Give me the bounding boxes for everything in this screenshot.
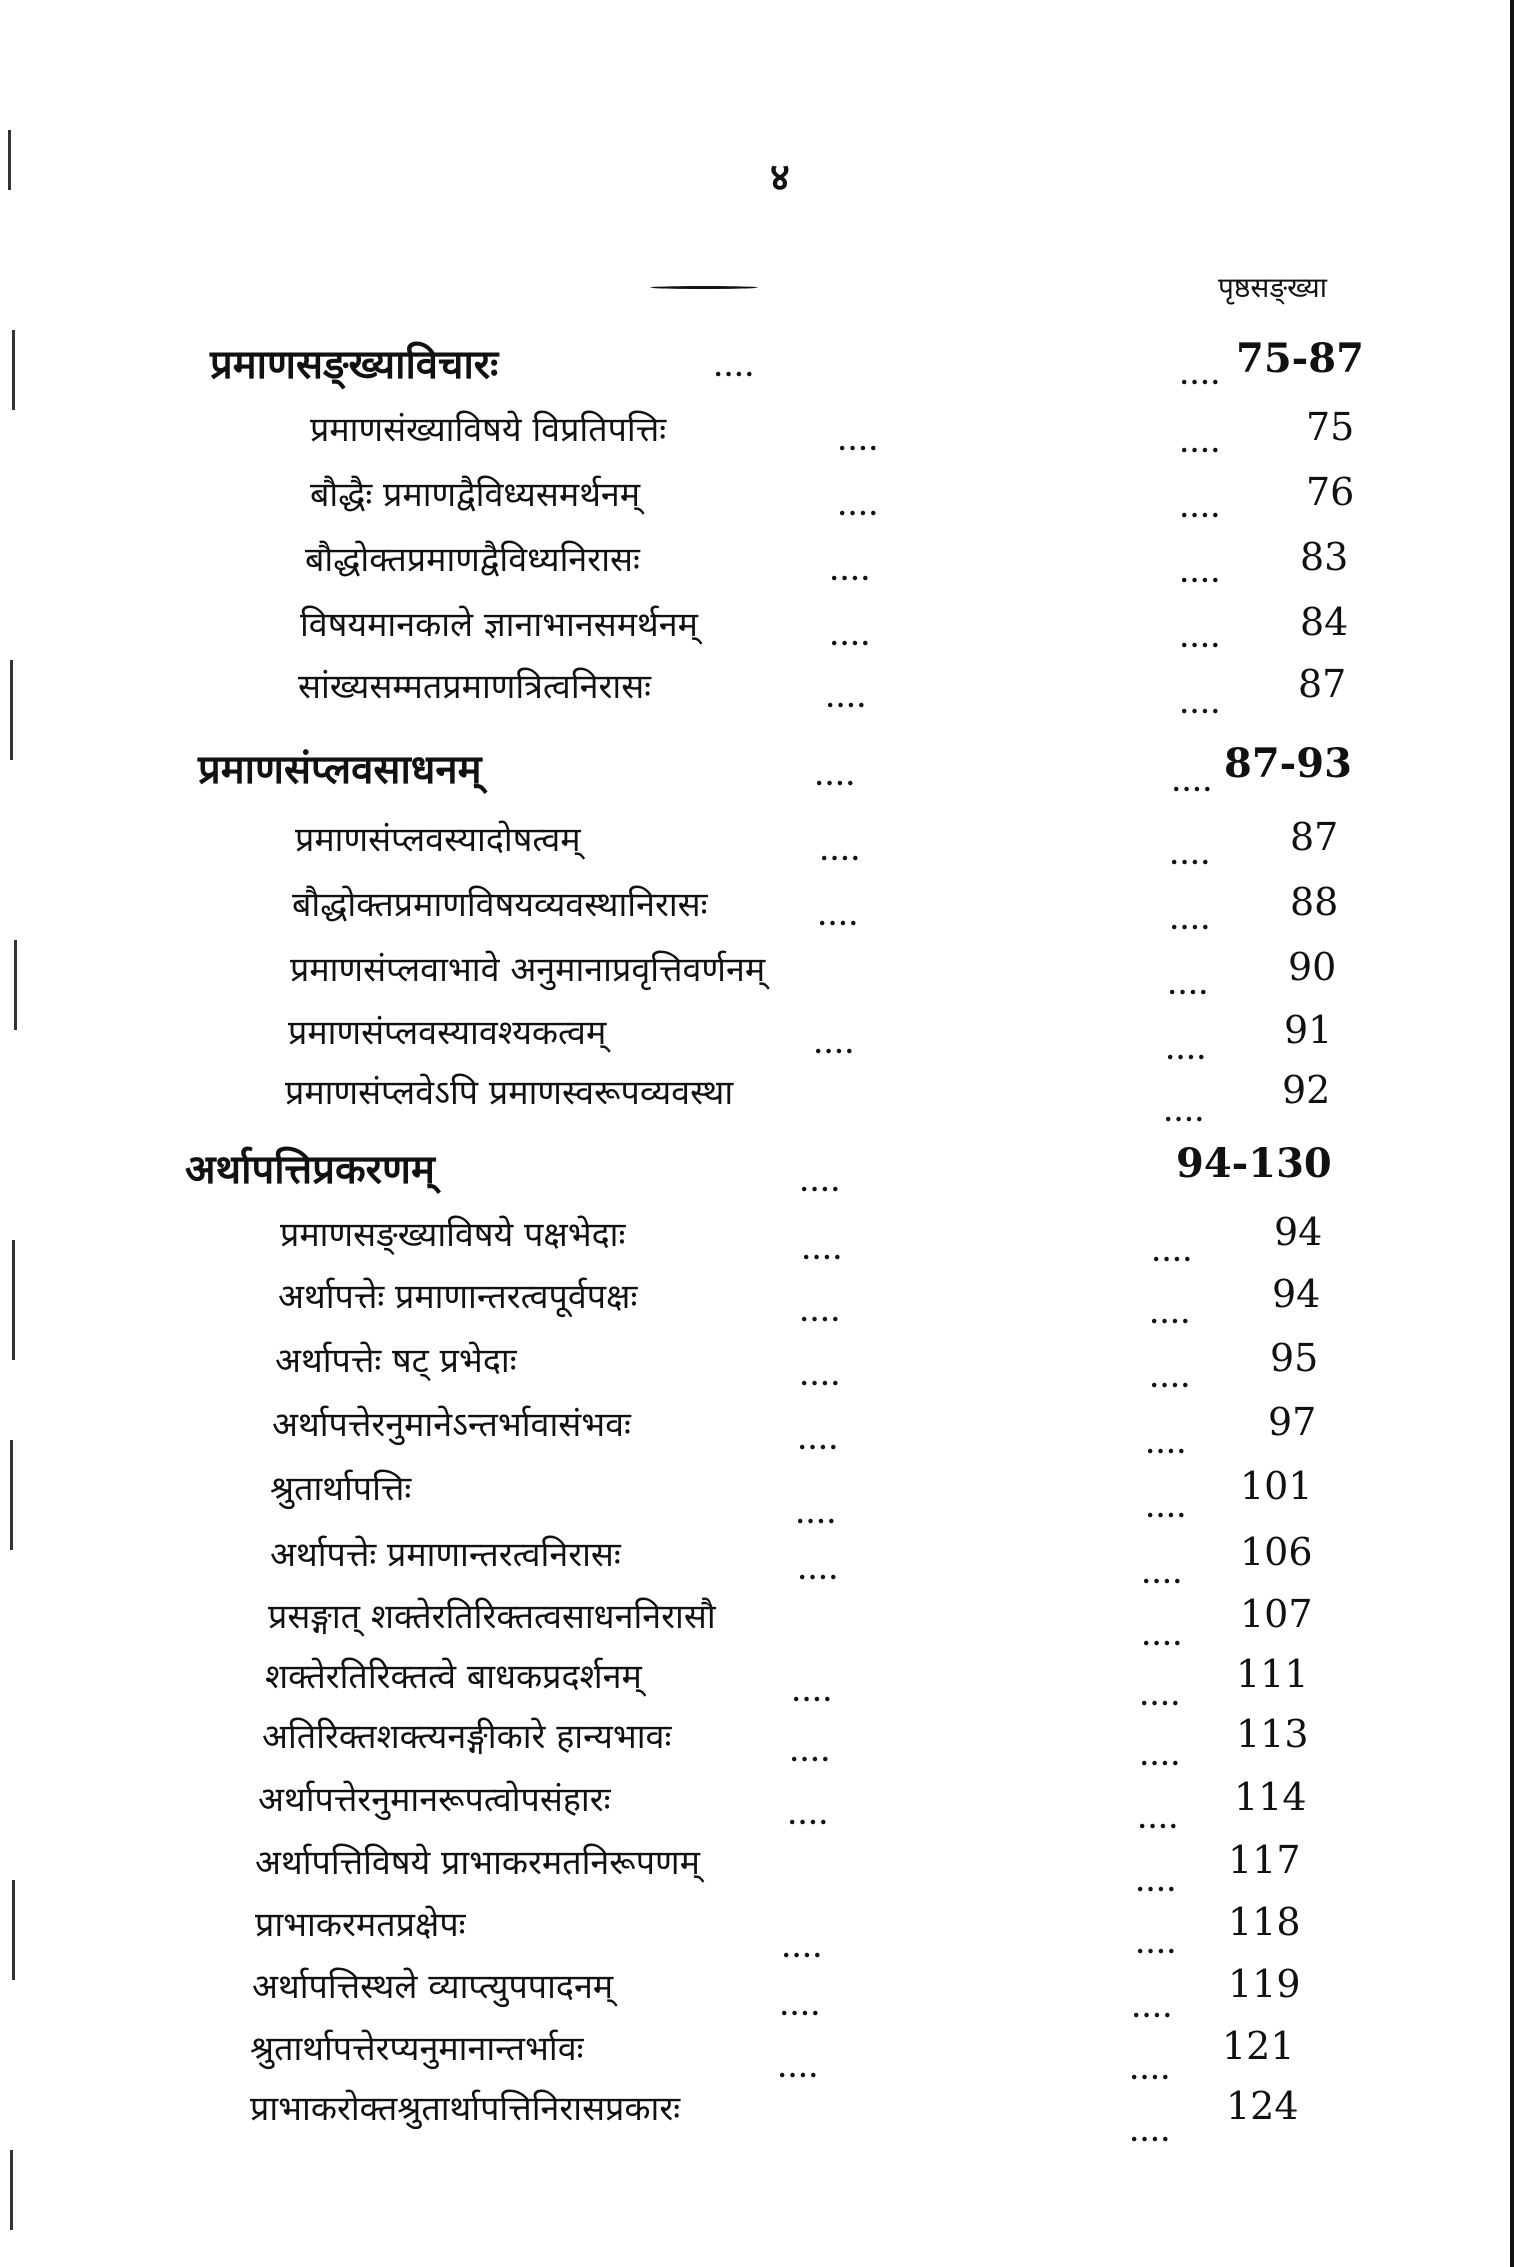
toc-entry-title: अर्थापत्तिस्थले व्याप्त्युपपादनम् (252, 1967, 614, 2007)
toc-entry-title: प्रसङ्गात् शक्तेरतिरिक्तत्वसाधननिरासौ (268, 1597, 716, 1637)
toc-entry-title: शक्तेरतिरिक्तत्वे बाधकप्रदर्शनम् (265, 1657, 642, 1697)
toc-entry-title: अर्थापत्तेः प्रमाणान्तरत्वपूर्वपक्षः (278, 1277, 638, 1317)
toc-leader-dots: .... (798, 1556, 840, 1585)
toc-leader-dots: .... (1146, 1430, 1188, 1459)
toc-entry-pages: 88 (1290, 880, 1339, 924)
toc-leader-dots: .... (1172, 768, 1214, 797)
toc-entry-pages: 119 (1228, 1962, 1301, 2006)
header-rule (650, 286, 758, 289)
toc-entry (0, 662, 1514, 722)
toc-leader-dots: .... (1142, 1560, 1184, 1589)
toc-leader-dots: .... (1136, 1868, 1178, 1897)
toc-entry (0, 1592, 1514, 1652)
toc-entry-pages: 111 (1236, 1652, 1309, 1696)
toc-leader-dots: .... (802, 1236, 844, 1265)
toc-leader-dots: .... (1140, 1682, 1182, 1711)
toc-leader-dots: .... (1132, 1994, 1174, 2023)
toc-entry (0, 1838, 1514, 1898)
toc-entry (0, 1400, 1514, 1460)
toc-entry-title: विषयमानकाले ज्ञानाभानसमर्थनम् (300, 605, 698, 645)
toc-leader-dots: .... (826, 684, 868, 713)
toc-entry-title: अर्थापत्तेः षट् प्रभेदाः (275, 1341, 517, 1381)
toc-entry (0, 1336, 1514, 1396)
toc-leader-dots: .... (1140, 1742, 1182, 1771)
toc-leader-dots: .... (814, 1030, 856, 1059)
toc-leader-dots: .... (1130, 2056, 1172, 2085)
toc-entry (0, 815, 1514, 875)
toc-entry (0, 1272, 1514, 1332)
toc-leader-dots: .... (800, 1298, 842, 1327)
toc-entry-pages: 87 (1290, 815, 1339, 859)
toc-entry-pages: 118 (1228, 1900, 1301, 1944)
toc-leader-dots: .... (838, 427, 880, 456)
toc-entry-pages: 101 (1240, 1464, 1313, 1508)
toc-entry (0, 1775, 1514, 1835)
toc-leader-dots: .... (788, 1801, 830, 1830)
toc-entry-title: श्रुतार्थापत्तेरप्यनुमानान्तर्भावः (250, 2029, 584, 2069)
toc-leader-dots: .... (838, 492, 880, 521)
toc-leader-dots: .... (815, 762, 857, 791)
toc-entry (0, 880, 1514, 940)
toc-leader-dots: .... (1130, 2118, 1172, 2147)
toc-entry-pages: 76 (1306, 470, 1355, 514)
toc-leader-dots: .... (1170, 841, 1212, 870)
toc-leader-dots: .... (820, 837, 862, 866)
toc-entry-title: श्रुतार्थापत्तिः (270, 1469, 412, 1509)
toc-leader-dots: .... (792, 1678, 834, 1707)
toc-leader-dots: .... (1180, 361, 1222, 390)
toc-entry-pages: 94-130 (1176, 1140, 1332, 1187)
toc-entry (0, 335, 1514, 395)
toc-leader-dots: .... (778, 2054, 820, 2083)
toc-entry-title: प्रमाणसङ्ख्याविचारः (210, 341, 499, 388)
toc-entry-pages: 91 (1284, 1008, 1333, 1052)
toc-entry-title: प्रमाणसंख्याविषये विप्रतिपत्तिः (310, 410, 667, 450)
toc-entry (0, 1068, 1514, 1128)
toc-entry (0, 405, 1514, 465)
toc-entry-title: अर्थापत्तिप्रकरणम् (185, 1146, 435, 1193)
toc-leader-dots: .... (830, 622, 872, 651)
toc-entry-pages: 117 (1228, 1838, 1301, 1882)
toc-entry (0, 2084, 1514, 2147)
toc-entry-pages: 87-93 (1224, 740, 1352, 787)
toc-entry-title: प्रमाणसंप्लवस्यावश्यकत्वम् (288, 1013, 607, 1053)
toc-entry (0, 1210, 1514, 1270)
toc-entry (0, 740, 1514, 800)
toc-entry-pages: 121 (1222, 2024, 1295, 2068)
toc-leader-dots: .... (1146, 1494, 1188, 1523)
toc-entry-pages: 75 (1306, 405, 1355, 449)
toc-leader-dots: .... (796, 1500, 838, 1529)
toc-entry-title: प्रमाणसङ्ख्याविषये पक्षभेदाः (280, 1215, 626, 1255)
toc-entry-pages: 94 (1272, 1272, 1321, 1316)
toc-entry-title: अर्थापत्तेरनुमानेऽन्तर्भावासंभवः (272, 1405, 631, 1445)
toc-entry-title: अर्थापत्तेः प्रमाणान्तरत्वनिरासः (270, 1535, 621, 1575)
toc-entry-pages: 114 (1234, 1775, 1307, 1819)
toc-leader-dots: .... (1138, 1805, 1180, 1834)
toc-entry-title: प्रमाणसंप्लवाभावे अनुमानाप्रवृत्तिवर्णनम् (290, 950, 766, 990)
toc-entry-pages: 75-87 (1236, 335, 1364, 382)
toc-leader-dots: .... (1150, 1300, 1192, 1329)
toc-leader-dots: .... (1180, 494, 1222, 523)
toc-leader-dots: .... (714, 353, 756, 382)
toc-entry-pages: 106 (1240, 1530, 1313, 1574)
toc-leader-dots: .... (800, 1362, 842, 1391)
toc-entry (0, 600, 1514, 660)
toc-entry-pages: 124 (1226, 2084, 1299, 2128)
page-number: ४ (770, 154, 790, 199)
toc-leader-dots: .... (790, 1738, 832, 1767)
toc-entry (0, 535, 1514, 595)
toc-entry-pages: 87 (1298, 662, 1347, 706)
toc-leader-dots: .... (1180, 429, 1222, 458)
toc-entry-title: बौद्धोक्तप्रमाणद्वैविध्यनिरासः (305, 540, 640, 580)
toc-leader-dots: .... (1164, 1098, 1206, 1127)
toc-entry (0, 1652, 1514, 1712)
toc-entry-title: बौद्धोक्तप्रमाणविषयव्यवस्थानिरासः (292, 885, 708, 925)
toc-leader-dots: .... (1180, 690, 1222, 719)
toc-entry-title: अतिरिक्तशक्त्यनङ्गीकारे हान्यभावः (262, 1717, 672, 1757)
toc-leader-dots: .... (1170, 906, 1212, 935)
toc-entry-title: अर्थापत्तिविषये प्राभाकरमतनिरूपणम् (255, 1843, 700, 1883)
toc-leader-dots: .... (1166, 1036, 1208, 1065)
toc-leader-dots: .... (782, 1934, 824, 1963)
toc-leader-dots: .... (818, 902, 860, 931)
toc-entry-title: सांख्यसम्मतप्रमाणत्रित्वनिरासः (298, 667, 652, 707)
toc-entry (0, 2024, 1514, 2084)
toc-entry (0, 1712, 1514, 1772)
toc-entry-title: प्रमाणसंप्लवेऽपि प्रमाणस्वरूपव्यवस्था (285, 1073, 734, 1113)
toc-entry (0, 1008, 1514, 1068)
toc-leader-dots: .... (830, 557, 872, 586)
toc-entry-pages: 94 (1274, 1210, 1323, 1254)
toc-leader-dots: .... (1180, 624, 1222, 653)
toc-leader-dots: .... (1136, 1930, 1178, 1959)
toc-entry-title: अर्थापत्तेरनुमानरूपत्वोपसंहारः (258, 1780, 611, 1820)
toc-entry-pages: 84 (1300, 600, 1349, 644)
toc-entry-pages: 107 (1240, 1592, 1313, 1636)
toc-entry-pages: 90 (1288, 945, 1337, 989)
toc-entry-pages: 95 (1270, 1336, 1319, 1380)
toc-leader-dots: .... (1168, 971, 1210, 1000)
toc-entry (0, 1140, 1514, 1200)
toc-leader-dots: .... (1142, 1622, 1184, 1651)
toc-entry-pages: 92 (1282, 1068, 1331, 1112)
toc-entry (0, 1962, 1514, 2022)
toc-entry-title: प्रमाणसंप्लवस्यादोषत्वम् (295, 820, 581, 860)
toc-entry-title: बौद्धैः प्रमाणद्वैविध्यसमर्थनम् (310, 475, 641, 515)
toc-entry-title: प्राभाकरमतप्रक्षेपः (255, 1905, 466, 1945)
toc-entry (0, 1464, 1514, 1529)
toc-leader-dots: .... (1180, 559, 1222, 588)
toc-entry-title: प्रमाणसंप्लवसाधनम् (198, 746, 482, 793)
toc-leader-dots: .... (780, 1992, 822, 2021)
toc-leader-dots: .... (800, 1168, 842, 1197)
toc-entry-pages: 83 (1300, 535, 1349, 579)
page-column-header: पृष्ठसङ्ख्या (1218, 271, 1328, 304)
toc-leader-dots: .... (798, 1426, 840, 1455)
toc-entry-pages: 97 (1268, 1400, 1317, 1444)
toc-entry (0, 470, 1514, 530)
toc-entry-pages: 113 (1236, 1712, 1309, 1756)
toc-entry (0, 1530, 1514, 1590)
toc-leader-dots: .... (1152, 1238, 1194, 1267)
toc-entry (0, 945, 1514, 1005)
toc-entry (0, 1900, 1514, 1963)
toc-leader-dots: .... (1150, 1364, 1192, 1393)
toc-entry-title: प्राभाकरोक्तश्रुतार्थापत्तिनिरासप्रकारः (250, 2089, 681, 2129)
